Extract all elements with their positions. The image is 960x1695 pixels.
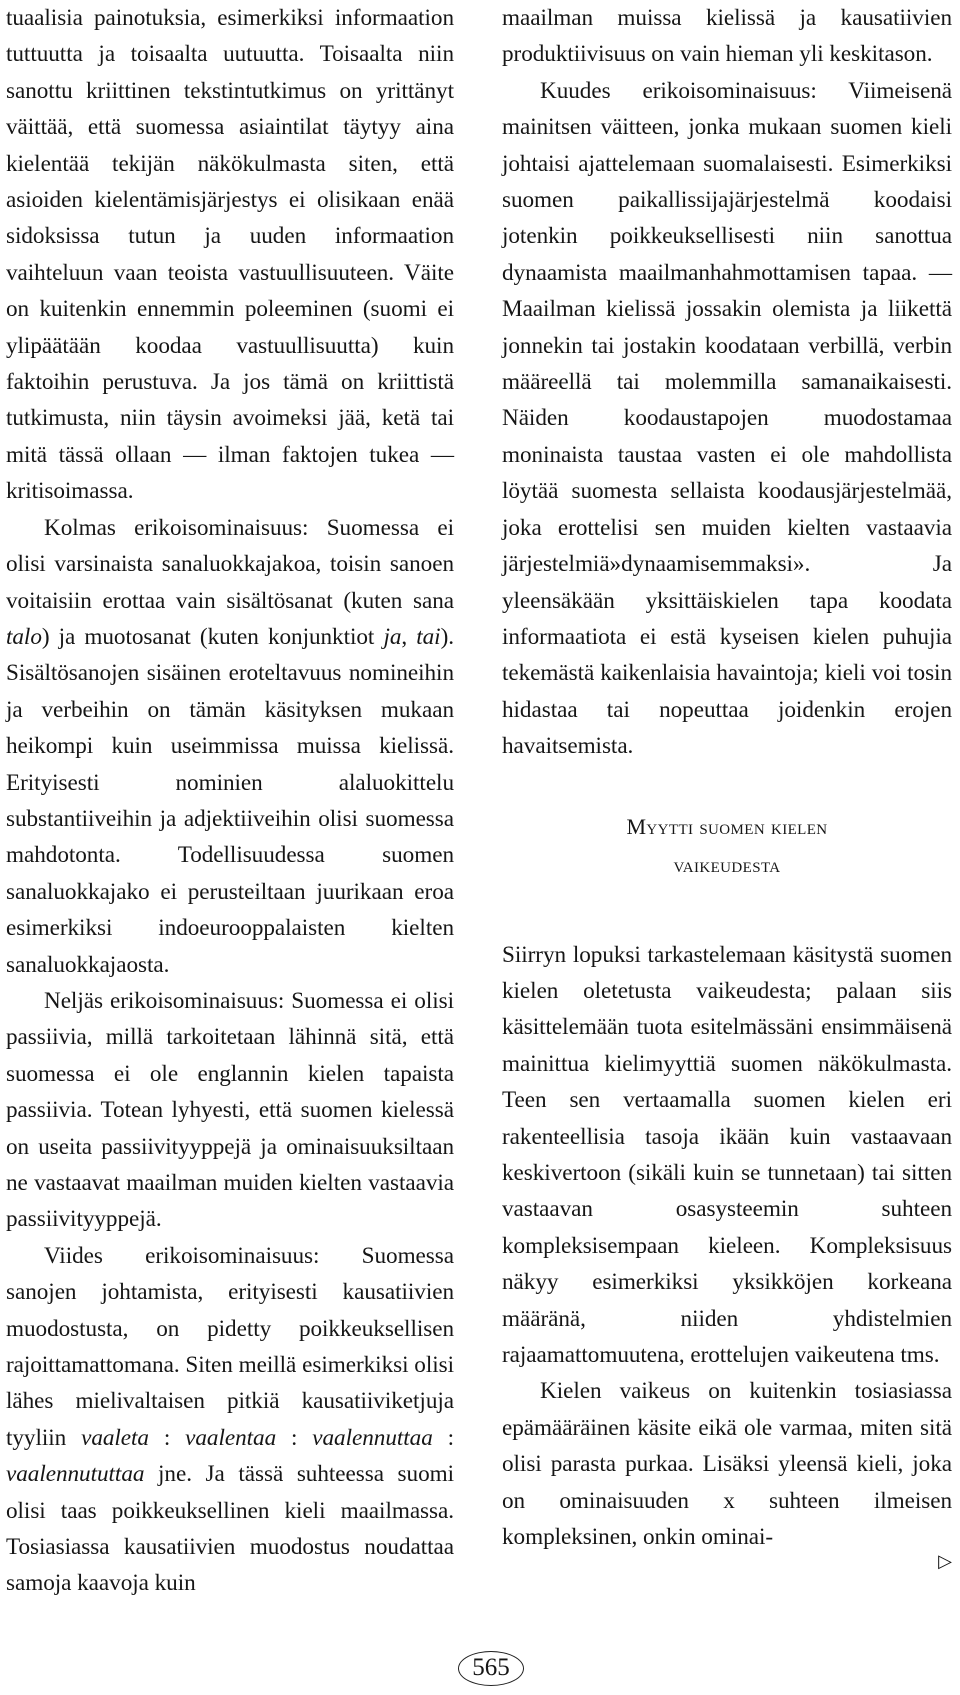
paragraph: maailman muissa kielissä ja kausatiivien produktiivisuus on vain hieman yli keskitason.	[502, 5, 952, 68]
separator: :	[276, 1424, 313, 1451]
paragraph: Kielen vaikeus on kuitenkin tosiasiassa epämääräinen käsite eikä ole varmaa, miten sitä olisi parasta purkaa. Lisäksi yleensä kieli, joka on ominaisuuden x suhteen ilmeisen kompleksinen, onkin ominai-	[502, 1378, 952, 1551]
paragraph-fourth-feature: Neljäs erikoisominaisuus: Suomessa ei olisi passiivia, millä tarkoitetaan lähinnä sitä, että suomessa ei ole englannin kielen tapaista passiivia. Totean lyhyesti, että suomen kielessä on useita passiivityyppejä ja ominaisuuksiltaan ne vastaavat maailman muiden kielten vastaavia passiivityyppejä.	[6, 987, 454, 1233]
separator: :	[432, 1424, 454, 1451]
italic-term: vaaleta	[81, 1424, 149, 1451]
left-column	[6, 0, 454, 1602]
italic-term: ja	[383, 623, 402, 650]
paragraph: tuaalisia painotuksia, esimerkiksi informaation tuttuutta ja toisaalta uutuutta. Toisaalta niin sanottu kriittinen tekstintutkimus on yrittänyt väittää, että suomessa asiaintilat täytyy aina kielentää tekijän näkökulmasta siten, että asioiden kielentämisjärjestys ei olisikaan enää sidoksissa tutun ja uuden informaation vaihteluun vaan teoista vastuullisuuteen. Väite on kuitenkin ennemmin poleeminen (suomi ei ylipäätään koodaa vastuullisuutta) kuin faktoihin perustuva. Ja jos tämä on kriittistä tutkimusta, niin täysin avoimeksi jää, ketä tai mitä tässä ollaan — ilman faktojen tukea — kritisoimassa.	[6, 5, 454, 505]
italic-term: vaalentaa	[185, 1424, 277, 1451]
text-run: ). Sisältösanojen sisäinen eroteltavuus nomineihin ja verbeihin on tämän käsityksen mukaan heikompi kuin useimmissa muissa kielissä. Erityisesti nominien alaluokittelu substantiiveihin ja adjektiiveihin olisi suomessa mahdotonta. Todellisuudessa suomen sanaluokkajako ei perusteiltaan juurikaan eroa esimerkiksi indoeurooppalaisten kielten sanaluokkajaosta.	[6, 623, 454, 978]
separator: :	[148, 1424, 186, 1451]
paragraph: Siirryn lopuksi tarkastelemaan käsitystä suomen kielen oletetusta vaikeudesta; palaan siis käsittelemään tuota esitelmässäni ensimmäisenä mainittua kielimyyttiä suomen näkökulmasta. Teen sen vertaamalla suomen kielen eri rakenteellisia tasoja ikään kuin vastaavaan keskivertoon (sikäli kuin se tunnetaan) tai sitten vastaavan osasysteemin suhteen kompleksisempaan kieleen. Kompleksisuus näkyy esimerkiksi yksikköjen korkeana määränä, niiden yhdistelmien rajaamattomuutena, erottelujen vaikeutena tms.	[502, 941, 952, 1368]
text-run: ,	[401, 623, 417, 650]
right-column	[502, 0, 952, 1572]
italic-term: vaalennututtaa	[6, 1461, 145, 1488]
text-run: ) ja muotosanat (kuten konjunktiot	[41, 623, 384, 650]
text-run: jne. Ja tässä suhteessa suomi olisi taas poikkeuksellinen kieli maailmassa. Tosiasiassa kausatiivien muodostus noudattaa samoja kaavoja kuin	[6, 1461, 454, 1597]
paragraph-sixth-feature: Kuudes erikoisominaisuus: Viimeisenä mainitsen väitteen, jonka mukaan suomen kieli johtaisi ajattelemaan suomalaisesti. Esimerkiksi suomen paikallissijajärjestelmä koodaisi jotenkin poikkeuksellisesti niin sanottua dynaamista maailmanhahmottamisen tapaa. — Maailman kielissä jossakin olemista ja liikettä jonnekin tai jostakin koodataan verbillä, verbin määreellä tai molemmilla samanaikaisesti. Näiden koodaustapojen muodostamaa moninaista taustaa vasten ei ole mahdollista löytää suomesta sellaista koodausjärjestelmää, joka erottelisi sen muiden kielten vastaavia järjestelmiä»dynaamisemmaksi». Ja yleensäkään yksittäiskielen tapa koodata informaatiota ei estä kyseisen kielen puhujia tekemästä kaikenlaisia havaintoja; kieli voi tosin hidastaa tai nopeuttaa joidenkin erojen havaitsemista.	[502, 77, 952, 760]
text-run: Viides erikoisominaisuus: Suomessa sanojen johtamista, erityisesti kausatiivien muodostusta, on pidetty poikkeuksellisen rajoittamattomana. Siten meillä esimerkiksi olisi lähes mielivaltaisen pitkiä kausatiiviketjuja tyyliin	[6, 1242, 454, 1451]
paragraph-fifth-feature	[6, 1238, 454, 1602]
italic-term: talo	[6, 623, 42, 650]
section-heading-line: vaikeudesta	[673, 851, 781, 877]
italic-term: vaalennuttaa	[312, 1424, 433, 1451]
text-run: Kolmas erikoisominaisuus: Suomessa ei olisi varsinaista sanaluokkajakoa, toisin sanoen voitaisiin erottaa vain sisältösanat (kuten sana	[6, 514, 454, 614]
italic-term: tai	[416, 623, 441, 650]
page-number: 565	[458, 1651, 524, 1686]
paragraph-third-feature	[6, 510, 454, 983]
section-heading-line: Myytti suomen kielen	[626, 813, 828, 839]
continue-arrow-icon: ▷	[938, 1551, 952, 1572]
section-heading	[502, 808, 952, 884]
